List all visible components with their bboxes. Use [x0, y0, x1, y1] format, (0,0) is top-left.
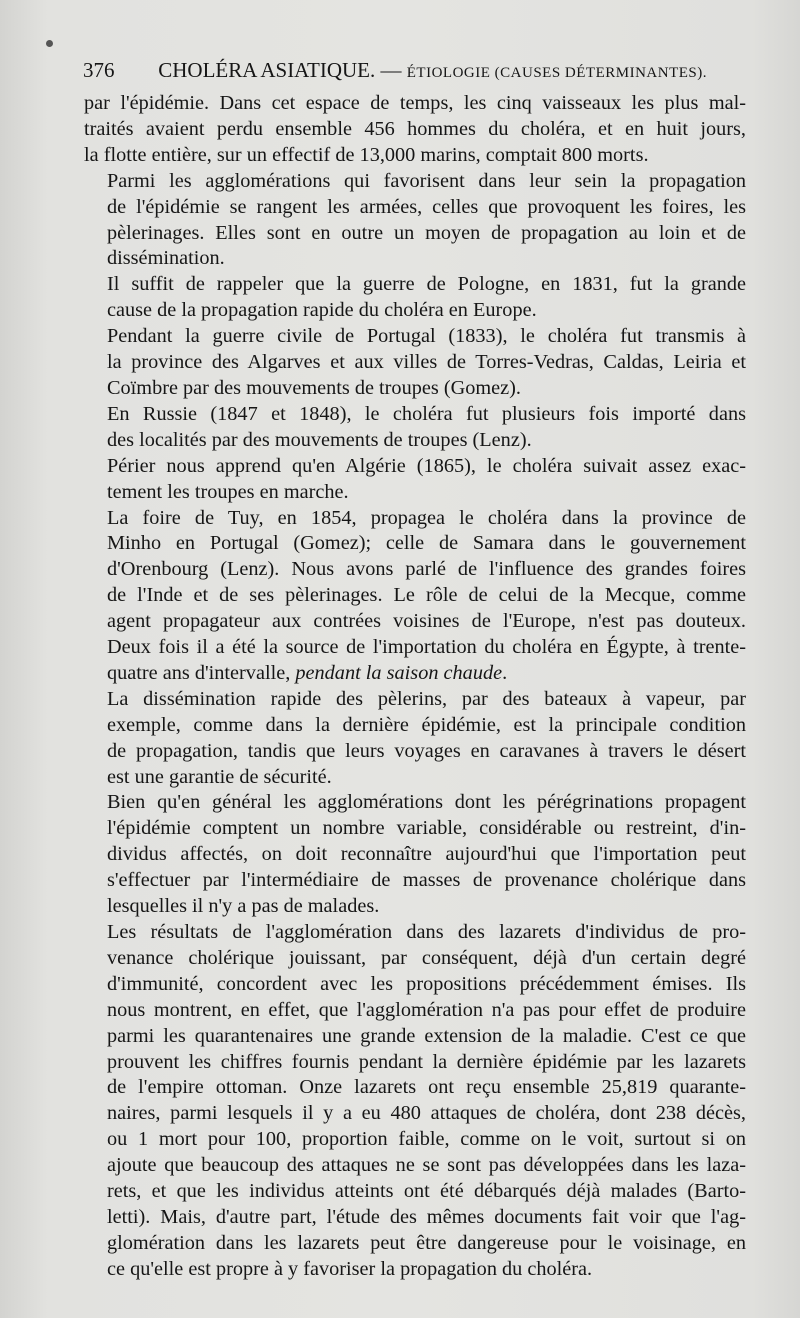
text-line: Minho en Portugal (Gomez); celle de Samara dans le gouvernement: [107, 532, 746, 555]
text-line: par l'épidémie. Dans cet espace de temps, les cinq vaisseaux les plus mal-: [84, 92, 746, 114]
text-line: letti). Mais, d'autre part, l'étude des mêmes documents fait voir que l'ag-: [107, 1205, 746, 1228]
text-line: Il suffit de rappeler que la guerre de Pologne, en 1831, fut la grande: [107, 273, 746, 296]
text-line: Pendant la guerre civile de Portugal (1833), le choléra fut transmis à: [107, 325, 746, 348]
paragraph: [84, 91, 746, 169]
text-line: Deux fois il a été la source de l'importation du choléra en Égypte, à trente-: [107, 636, 746, 659]
text-line: de l'empire ottoman. Onze lazarets ont reçu ensemble 25,819 quarante-: [107, 1076, 746, 1099]
body-text: [84, 91, 746, 1283]
text-line: La foire de Tuy, en 1854, propagea le choléra dans la province de: [107, 506, 746, 529]
text-line: l'épidémie comptent un nombre variable, considérable ou restreint, d'in-: [107, 817, 746, 840]
text-line: ajoute que beaucoup des attaques ne se sont pas développées dans les laza-: [107, 1154, 746, 1177]
text-line: cause de la propagation rapide du choléra en Europe.: [107, 299, 537, 322]
italic-phrase: pendant la saison chaude: [295, 661, 503, 684]
text-line: naires, parmi lesquels il y a eu 480 attaques de choléra, dont 238 décès,: [107, 1102, 746, 1125]
text-line: venance cholérique jouissant, par conséquent, déjà d'un certain degré: [107, 946, 746, 969]
text-line: nous montrent, en effet, que l'agglomération n'a pas pour effet de produire: [107, 998, 746, 1021]
paragraph: [84, 272, 746, 324]
text-line: d'Orenbourg (Lenz). Nous avons parlé de l'influence des grandes foires: [107, 558, 746, 581]
text-line: Parmi les agglomérations qui favorisent dans leur sein la propagation: [107, 169, 746, 192]
text-line: traités avaient perdu ensemble 456 hommes du choléra, et en huit jours,: [84, 117, 746, 140]
paragraph: [84, 506, 746, 687]
text-line: En Russie (1847 et 1848), le choléra fut plusieurs fois importé dans: [107, 402, 746, 425]
text-line: tement les troupes en marche.: [107, 480, 349, 503]
running-header: [83, 56, 723, 84]
text-line: la flotte entière, sur un effectif de 13,000 marins, comptait 800 morts.: [84, 143, 649, 166]
text-line: s'effectuer par l'intermédiaire de masses de provenance cholérique dans: [107, 869, 746, 892]
paragraph: [84, 402, 746, 454]
text-line: Coïmbre par des mouvements de troupes (Gomez).: [107, 376, 521, 399]
paragraph: [84, 790, 746, 920]
text-line: Périer nous apprend qu'en Algérie (1865), le choléra suivait assez exac-: [107, 454, 746, 477]
text-line: pèlerinages. Elles sont en outre un moyen de propagation au loin et de: [107, 221, 746, 244]
paragraph: [84, 324, 746, 402]
text-line: exemple, comme dans la dernière épidémie, est la principale condition: [107, 713, 746, 736]
text-line: ce qu'elle est propre à y favoriser la propagation du choléra.: [107, 1257, 593, 1280]
paragraph: [84, 169, 746, 273]
text-line: Les résultats de l'agglomération dans des lazarets d'individus de pro-: [107, 921, 746, 943]
text-line: lesquelles il n'y a pas de malades.: [107, 895, 380, 918]
text-line: Bien qu'en général les agglomérations dont les pérégrinations propagent: [107, 791, 746, 814]
text-line: dissémination.: [107, 247, 225, 270]
text-line: des localités par des mouvements de troupes (Lenz).: [107, 428, 532, 451]
text-line: dividus affectés, on doit reconnaître aujourd'hui que l'importation peut: [107, 843, 746, 866]
text-line: la province des Algarves et aux villes de Torres-Vedras, Caldas, Leiria et: [107, 351, 746, 374]
text-line: agent propagateur aux contrées voisines de l'Europe, n'est pas douteux.: [107, 610, 746, 633]
punctuation: .: [502, 661, 508, 684]
text-line: parmi les quarantenaires une grande extension de la maladie. C'est ce que: [107, 1024, 746, 1047]
running-title: CHOLÉRA ASIATIQUE. —: [158, 58, 402, 82]
text-line: d'immunité, concordent avec les propositions précédemment émises. Ils: [107, 972, 746, 995]
paragraph: [84, 920, 746, 1283]
text-line: prouvent les chiffres fournis pendant la dernière épidémie par les lazarets: [107, 1050, 746, 1073]
text-line: est une garantie de sécurité.: [107, 765, 332, 788]
binding-hole-mark: [46, 40, 53, 47]
paragraph: [84, 454, 746, 506]
page-number: 376: [83, 58, 115, 82]
paragraph: [84, 687, 746, 791]
text-line: ou 1 mort pour 100, proportion faible, comme on le voit, surtout si on: [107, 1128, 746, 1151]
text-line: rets, et que les individus atteints ont été débarqués déjà malades (Barto-: [107, 1180, 746, 1203]
section-title: ÉTIOLOGIE (CAUSES DÉTERMINANTES).: [406, 65, 707, 81]
text-line: de propagation, tandis que leurs voyages en caravanes à travers le désert: [107, 739, 746, 762]
text-line: [84, 661, 746, 687]
text-fragment: quatre ans d'intervalle,: [107, 661, 291, 684]
text-line: glomération dans les lazarets peut être dangereuse pour le voisinage, en: [107, 1231, 746, 1254]
text-line: La dissémination rapide des pèlerins, par des bateaux à vapeur, par: [107, 687, 746, 710]
text-line: de l'épidémie se rangent les armées, celles que provoquent les foires, les: [107, 195, 746, 218]
text-line: de l'Inde et de ses pèlerinages. Le rôle de celui de la Mecque, comme: [107, 584, 746, 607]
